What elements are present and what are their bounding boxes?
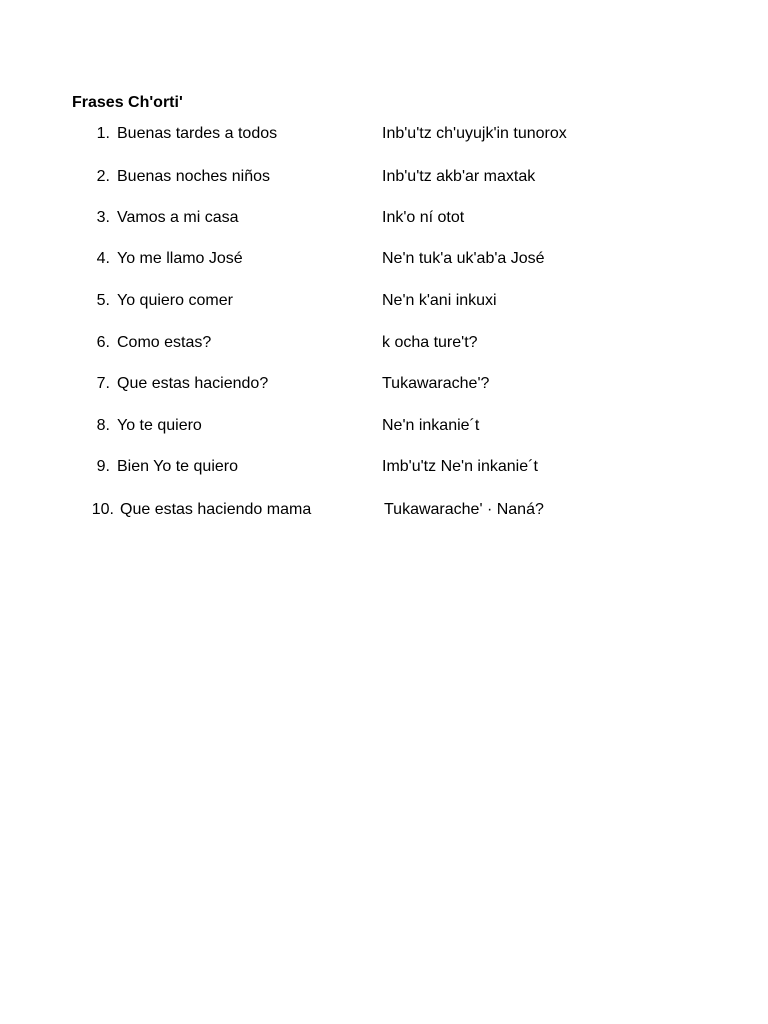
phrase-chorti-text: Ne'n k'ani inkuxi (382, 292, 497, 309)
phrase-spanish-text: Yo quiero comer (117, 292, 233, 309)
phrase-spanish-text: Yo me llamo José (117, 250, 243, 267)
phrase-spanish-text: Que estas haciendo mama (120, 501, 312, 518)
phrase-chorti-text: Tukawarache' · Naná? (384, 501, 544, 518)
phrase-spanish-text: Buenas tardes a todos (117, 125, 278, 142)
phrase-spanish-text: Buenas noches niños (117, 168, 270, 185)
phrase-chorti-text: Ink'o ní otot (382, 209, 465, 226)
phrase-spanish-text: Que estas haciendo? (117, 375, 269, 392)
phrase-chorti-text: k ocha ture't? (382, 334, 478, 351)
phrase-row (0, 207, 768, 229)
phrase-row (0, 499, 768, 521)
phrase-chorti-text: Ne'n inkanie´t (382, 417, 480, 434)
phrase-number: 6. (96, 334, 110, 351)
phrase-number: 5. (96, 292, 110, 309)
phrase-row (0, 123, 768, 145)
phrase-row (0, 248, 768, 270)
phrase-spanish-text: Bien Yo te quiero (117, 458, 238, 475)
phrase-number: 1. (96, 125, 110, 142)
phrase-row (0, 456, 768, 478)
phrase-number: 7. (96, 375, 110, 392)
phrase-number: 10. (91, 501, 114, 518)
phrase-number: 9. (96, 458, 110, 475)
phrase-chorti-text: Inb'u'tz akb'ar maxtak (382, 168, 536, 185)
phrase-chorti-text: Imb'u'tz Ne'n inkanie´t (382, 458, 538, 475)
phrase-chorti-text: Ne'n tuk'a uk'ab'a José (382, 250, 545, 267)
phrase-row (0, 373, 768, 395)
phrase-number: 2. (96, 168, 110, 185)
phrase-spanish-text: Vamos a mi casa (117, 209, 239, 226)
phrase-row (0, 290, 768, 312)
phrase-chorti-text: Tukawarache'? (382, 375, 490, 392)
phrase-spanish-text: Como estas? (117, 334, 212, 351)
phrase-row (0, 332, 768, 354)
phrase-spanish-text: Yo te quiero (117, 417, 202, 434)
page-title: Frases Ch'orti' (72, 94, 183, 111)
phrase-number: 3. (96, 209, 110, 226)
phrase-chorti-text: Inb'u'tz ch'uyujk'in tunorox (382, 125, 567, 142)
phrase-row (0, 415, 768, 437)
phrase-number: 4. (96, 250, 110, 267)
phrase-number: 8. (96, 417, 110, 434)
phrase-row (0, 166, 768, 188)
